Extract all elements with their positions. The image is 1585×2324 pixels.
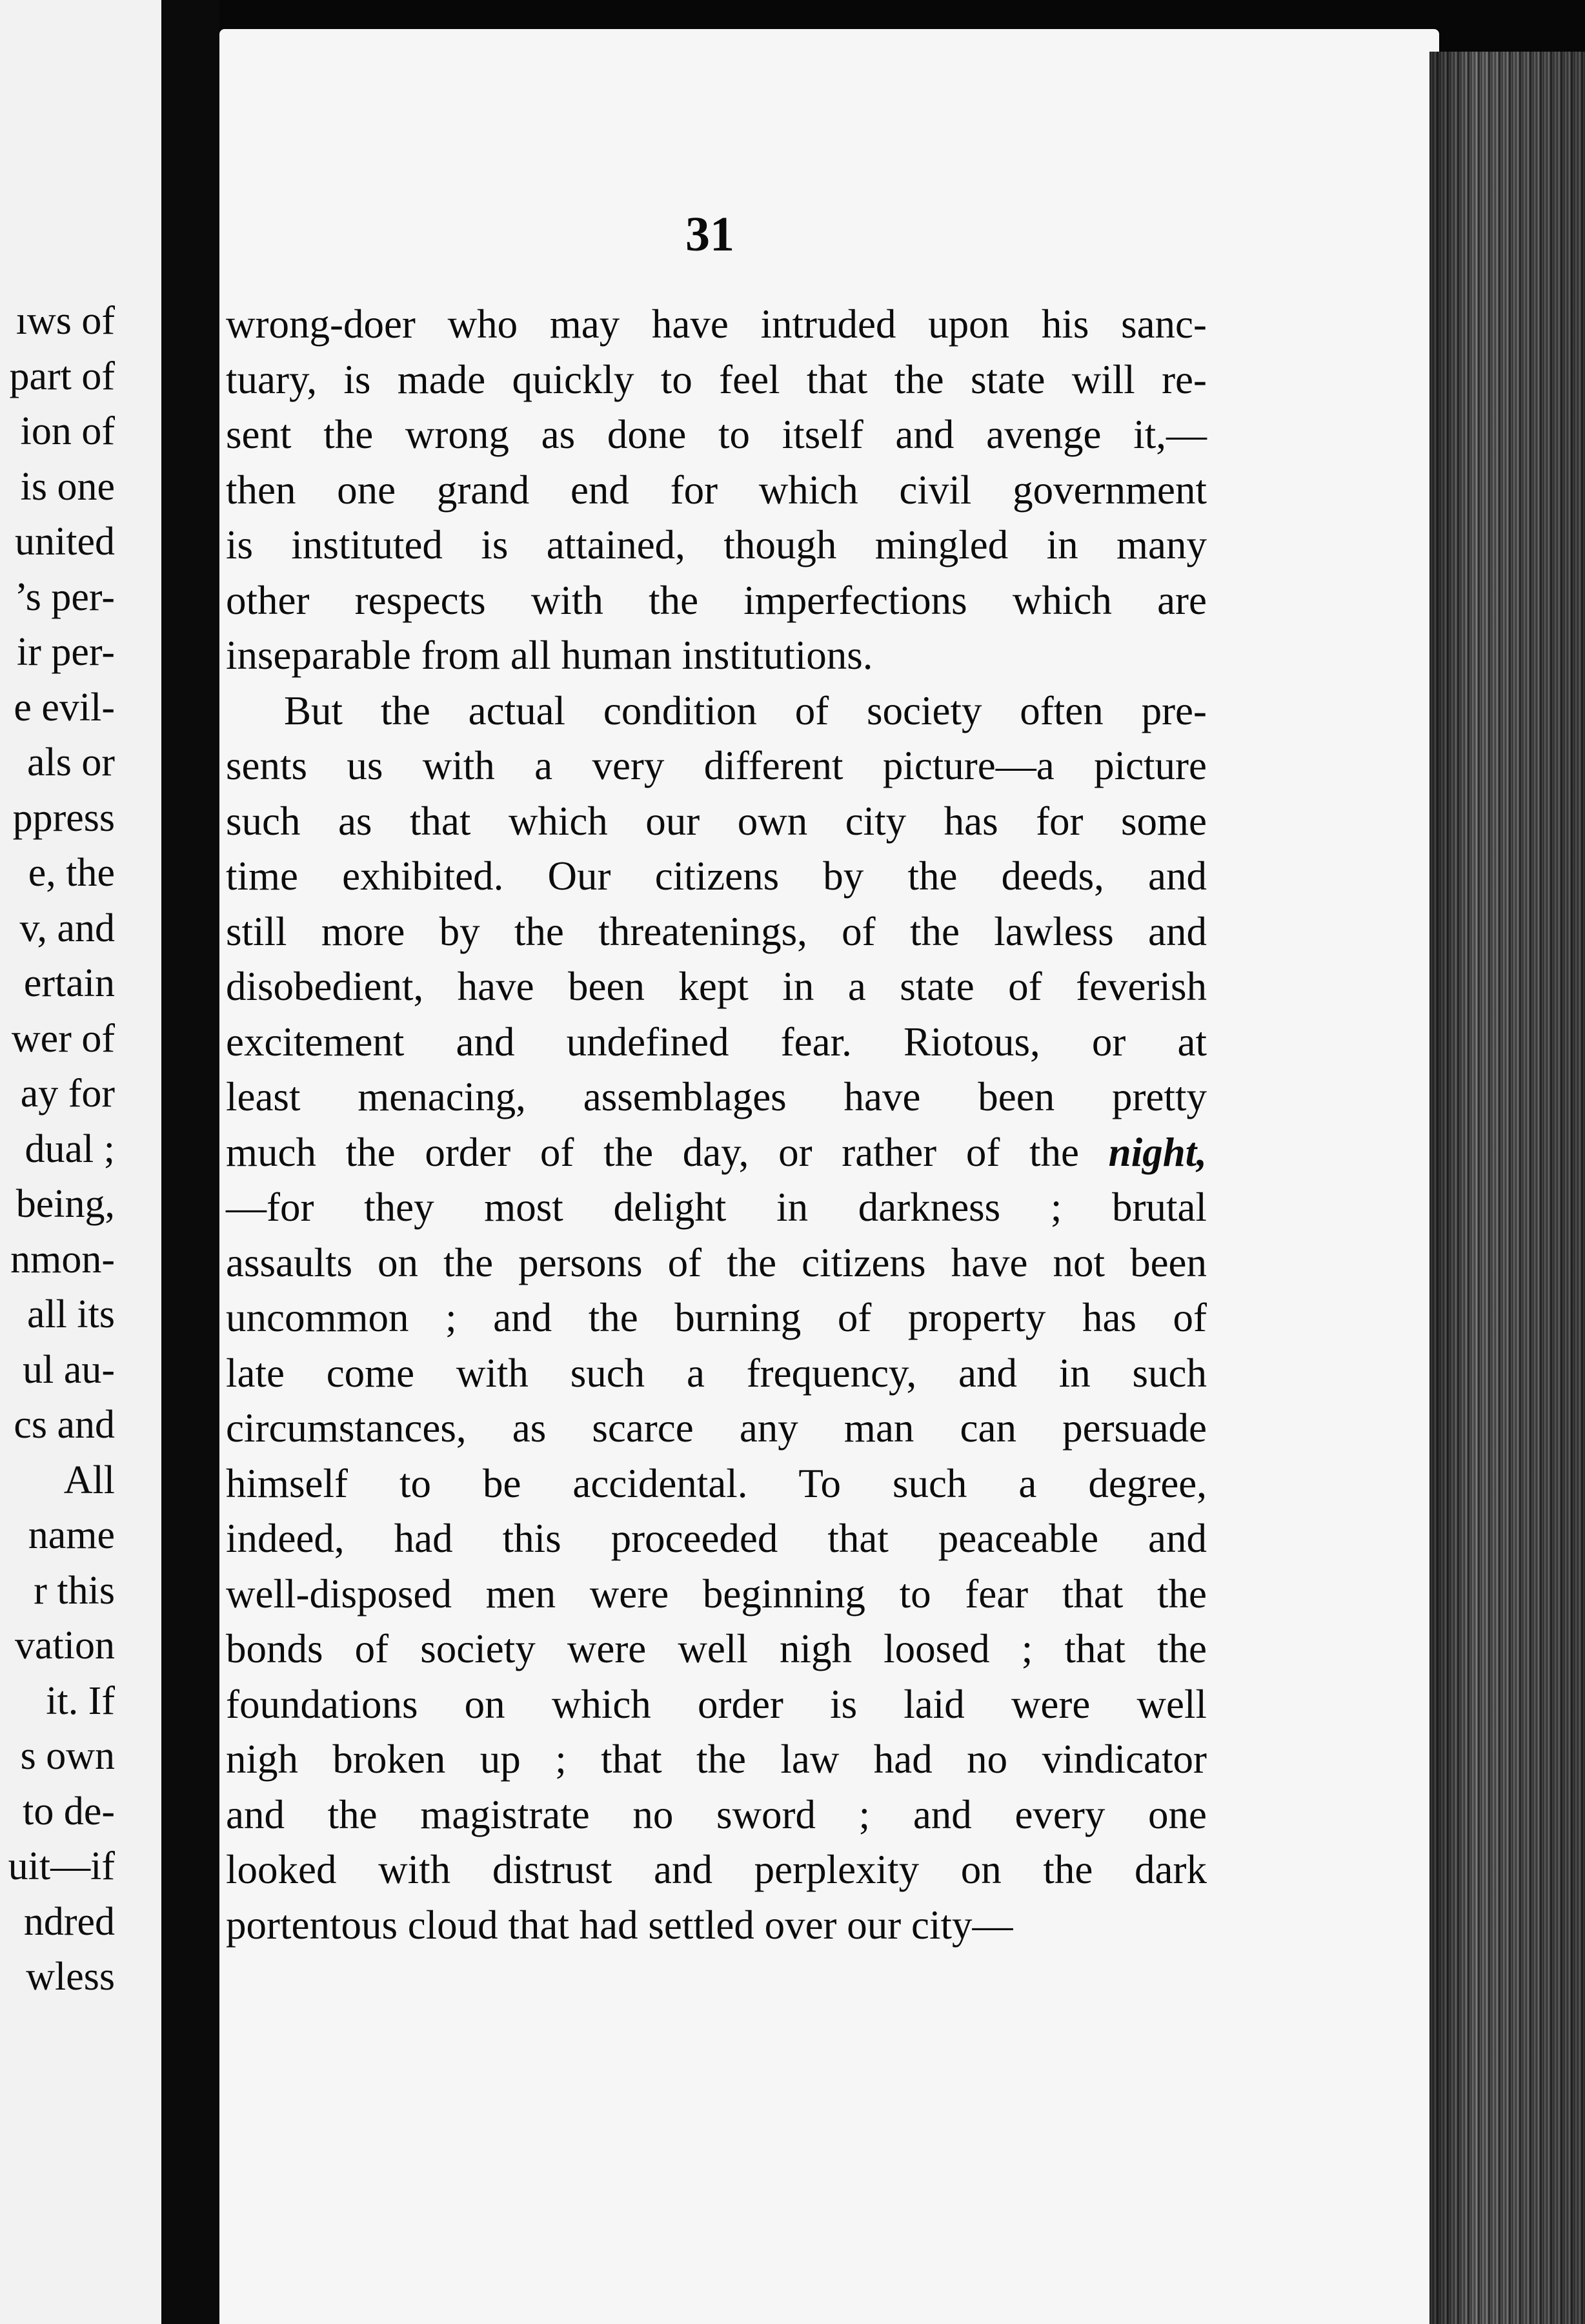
page-number: 31	[685, 207, 734, 261]
body-text-line: time exhibited. Our citizens by the deeds, and	[226, 853, 1207, 899]
left-page-line: ppress	[12, 795, 115, 840]
body-text-line: —for they most delight in darkness ; brutal	[226, 1185, 1207, 1230]
left-page-line: vation	[15, 1624, 115, 1667]
left-page-line: cs and	[14, 1403, 115, 1447]
left-page-line: uit—if	[8, 1844, 115, 1888]
body-text-line: tuary, is made quickly to feel that the state will re-	[226, 356, 1207, 402]
body-text-line: wrong-doer who may have intruded upon his sanc-	[226, 301, 1207, 347]
body-text-line: looked with distrust and perplexity on the dark	[226, 1847, 1207, 1892]
left-page-line: is one	[20, 464, 115, 509]
left-page-line: als or	[26, 740, 115, 784]
body-text-line: late come with such a frequency, and in such	[226, 1350, 1207, 1396]
left-page-line: united	[15, 520, 115, 564]
page-body-text	[226, 297, 1207, 1953]
body-text-line: But the actual condition of society often pre-	[284, 688, 1207, 733]
left-page-line: all its	[26, 1292, 115, 1336]
left-page-line: s own	[20, 1734, 115, 1778]
page-fore-edge-shadow	[1429, 52, 1585, 2324]
italic-word: night,	[1108, 1129, 1207, 1175]
body-text-line: himself to be accidental. To such a degree,	[226, 1460, 1207, 1506]
body-text-line: bonds of society were well nigh loosed ; that the	[226, 1626, 1207, 1671]
left-page-line: ay for	[20, 1072, 115, 1116]
body-text-line: and the magistrate no sword ; and every one	[226, 1791, 1207, 1837]
left-page-line: ıws of	[15, 299, 115, 343]
left-page-line: ertain	[23, 961, 115, 1005]
left-page-line: ’s per-	[14, 575, 115, 619]
body-text-line: well-disposed men were beginning to fear that the	[226, 1571, 1207, 1616]
body-text-line: still more by the threatenings, of the lawless and	[226, 908, 1207, 954]
left-page-text-fragment	[0, 294, 115, 2005]
body-text-line: circumstances, as scarce any man can persuade	[226, 1405, 1207, 1451]
body-text-line: other respects with the imperfections which are	[226, 577, 1207, 623]
left-page-line: ir per-	[17, 630, 115, 674]
left-page-line: ul au-	[23, 1347, 115, 1392]
left-page-line: name	[28, 1513, 115, 1557]
left-page-line: All	[63, 1458, 115, 1502]
book-gutter	[161, 0, 219, 2324]
body-text-line-start: much the order of the day, or rather of the	[226, 1129, 1079, 1175]
left-page-line: part of	[9, 354, 115, 398]
body-text-line: is instituted is attained, though mingled in many	[226, 522, 1207, 567]
body-text-line: uncommon ; and the burning of property has of	[226, 1295, 1207, 1340]
body-text-line: assaults on the persons of the citizens have not been	[226, 1239, 1207, 1285]
body-text-line: sents us with a very different picture—a picture	[226, 743, 1207, 788]
left-page-line: dual ;	[25, 1126, 115, 1171]
left-page-line: wless	[26, 1955, 115, 1999]
body-text-line: such as that which our own city has for some	[226, 798, 1207, 844]
body-text-line: indeed, had this proceeded that peaceable and	[226, 1516, 1207, 1561]
left-page-line: being,	[15, 1182, 115, 1226]
left-page-line: ion of	[20, 409, 115, 453]
left-page-line: nmon-	[10, 1237, 115, 1281]
body-text-line: portentous cloud that had settled over our city—	[226, 1902, 1013, 1948]
body-text-line: least menacing, assemblages have been pretty	[226, 1074, 1207, 1119]
body-text-line: disobedient, have been kept in a state of feverish	[226, 964, 1207, 1009]
left-page-line: wer of	[11, 1016, 115, 1061]
body-text-line: inseparable from all human institutions.	[226, 633, 873, 678]
body-text-line	[226, 1125, 1207, 1181]
body-text-line: then one grand end for which civil government	[226, 467, 1207, 513]
body-text-line: foundations on which order is laid were well	[226, 1681, 1207, 1727]
left-page-line: it. If	[46, 1678, 115, 1723]
left-facing-page	[0, 0, 161, 2324]
left-page-line: r this	[34, 1568, 115, 1613]
body-text-line: nigh broken up ; that the law had no vindicator	[226, 1737, 1207, 1782]
left-page-line: v, and	[19, 906, 115, 950]
body-text-line: excitement and undefined fear. Riotous, or at	[226, 1019, 1207, 1065]
left-page-line: ndred	[23, 1899, 115, 1944]
left-page-line: e evil-	[14, 685, 115, 729]
left-page-line: e, the	[28, 851, 115, 895]
body-text-line: sent the wrong as done to itself and avenge it,—	[226, 412, 1207, 457]
left-page-line: to de-	[23, 1789, 115, 1833]
